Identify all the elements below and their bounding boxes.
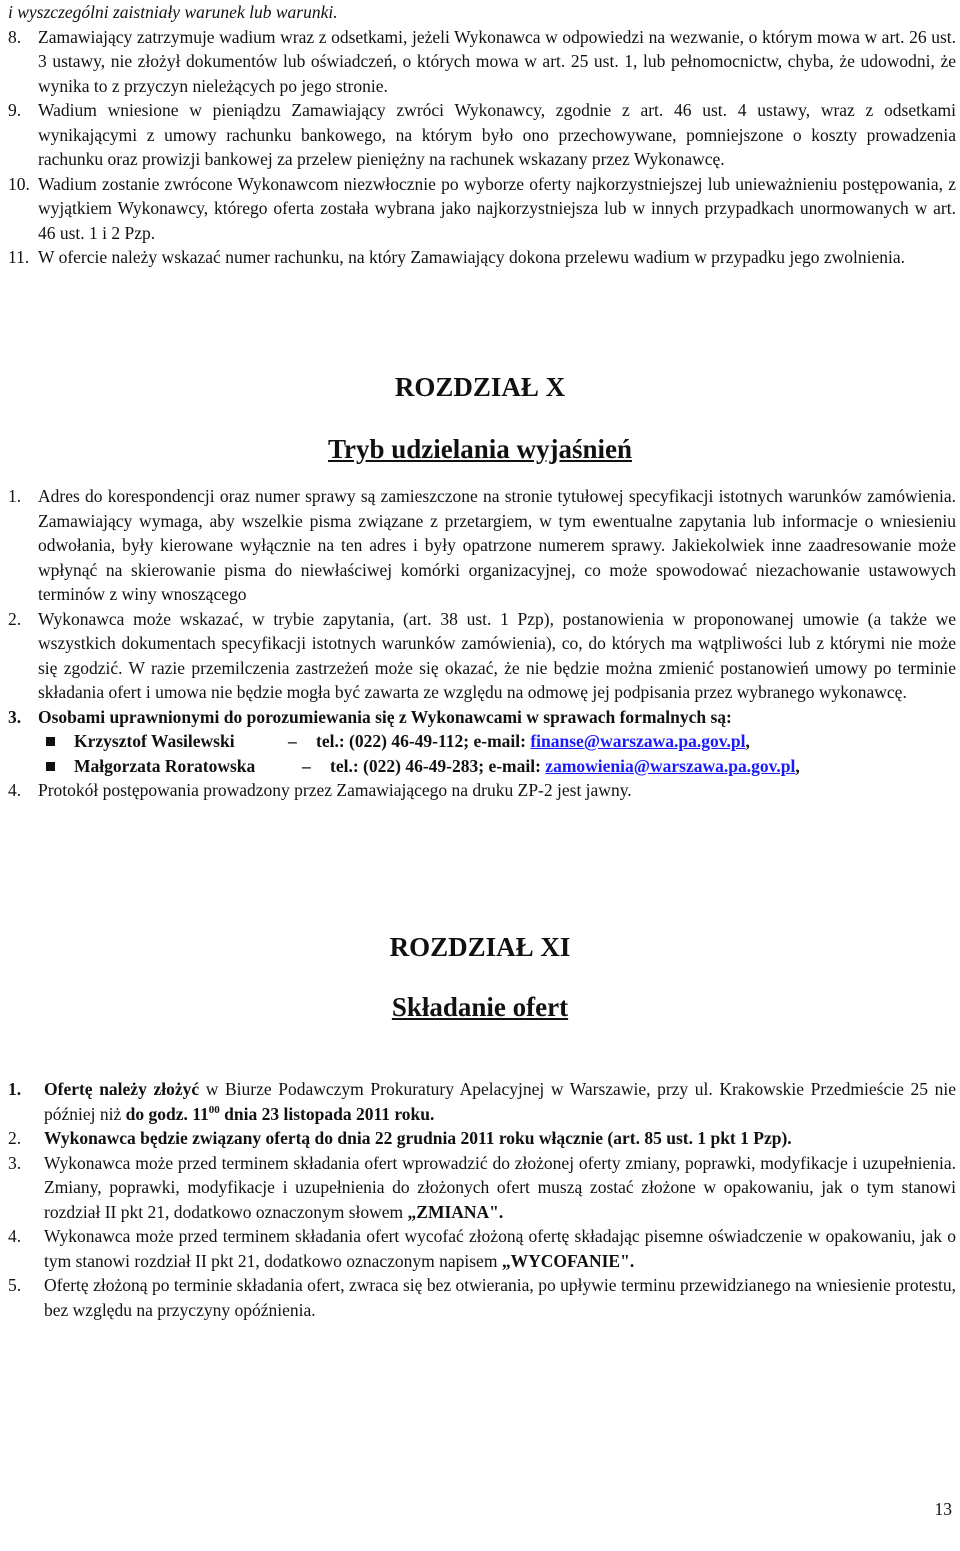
item-number: 3. xyxy=(8,1152,22,1173)
list-item-5 xyxy=(8,1273,956,1322)
contact-tel: tel.: (022) 46-49-283; xyxy=(330,755,485,776)
contact-tail: , xyxy=(795,755,800,776)
list-item-3 xyxy=(8,705,956,730)
list-item-4 xyxy=(8,778,956,803)
chapter-xi-subtitle: Składanie ofert xyxy=(391,992,569,1022)
bullet-square-icon xyxy=(46,762,55,771)
contact-email-label: e-mail: xyxy=(473,731,526,751)
contact-dash: – xyxy=(302,755,311,776)
marker-word: „ZMIANA". xyxy=(407,1201,504,1222)
list-item-2 xyxy=(8,607,956,705)
contact-tail: , xyxy=(745,731,750,751)
list-item-11 xyxy=(8,245,956,270)
list-item-2 xyxy=(8,1126,956,1151)
list-item-3 xyxy=(8,1151,956,1225)
item-text: w Biurze Podawczym Prokuratury Apelacyjnej w Warszawie, przy ul. Krakowskie Przedmieście 25 nie później niż xyxy=(44,1079,956,1124)
list-item-1 xyxy=(8,484,956,607)
item-text: Protokół postępowania prowadzony przez Zamawiającego na druku ZP-2 jest jawny. xyxy=(38,780,632,800)
list-item-1 xyxy=(8,1077,956,1126)
intro-line: i wyszczególni zaistniały warunek lub warunki. xyxy=(8,2,338,22)
list-item-10 xyxy=(8,172,956,246)
item-text: Wadium wniesione w pieniądzu Zamawiający zwróci Wykonawcy, zgodnie z art. 46 ust. 4 ustawy, wraz z odsetkami wynikającymi z umowy rachunku bankowego, na którym było ono przechowywane, pomniejszone o koszty prowadzenia rachunku oraz prowizji bankowej za przelew pieniężny na rachunek wskazany przez Wykonawcę. xyxy=(38,100,956,169)
contact-email-link[interactable]: zamowienia@warszawa.pa.gov.pl xyxy=(545,755,796,776)
contact-row xyxy=(8,754,956,779)
chapter-x-title: ROZDZIAŁ X xyxy=(394,372,566,402)
item-text: Osobami uprawnionymi do porozumiewania się z Wykonawcami w sprawach formalnych są: xyxy=(38,706,732,727)
item-number: 2. xyxy=(8,608,22,629)
item-text: W ofercie należy wskazać numer rachunku, na który Zamawiający dokona przelewu wadium w przypadku jego zwolnienia. xyxy=(38,247,906,267)
item-number: 10. xyxy=(8,173,30,194)
item-number: 5. xyxy=(8,1275,22,1295)
item-number: 2. xyxy=(8,1128,22,1148)
contact-name: Krzysztof Wasilewski xyxy=(74,731,235,751)
clarification-section xyxy=(8,484,956,803)
item-number: 8. xyxy=(8,26,22,47)
item-number: 4. xyxy=(8,1226,22,1246)
item-number: 3. xyxy=(8,706,22,727)
contact-row xyxy=(8,729,956,754)
contact-email-label: e-mail: xyxy=(488,755,541,776)
contact-dash: – xyxy=(288,731,297,751)
item-bold-text: Ofertę należy złożyć xyxy=(44,1079,200,1099)
item-text: Wykonawca może przed terminem składania ofert wprowadzić do złożonej oferty zmiany, poprawki, modyfikacje i uzupełnienia. Zmiany, poprawki, modyfikacje i uzupełnienia do złożonych ofert muszą zostać złożone w opakowaniu, jak o tym stanowi rozdział II pkt 21, dodatkowo oznaczonym słowem xyxy=(44,1152,956,1222)
item-text: Adres do korespondencji oraz numer sprawy są zamieszczone na stronie tytułowej specyfikacji istotnych warunków zamówienia. Zamawiający wymaga, aby wszelkie pisma związane z przetargiem, w tym ewentualne zapytania lub informacje o wniesieniu odwołania, były kierowane wyłącznie na ten adres i były opatrzone numerem sprawy. Jakiekolwiek inne zaadresowanie może wpłynąć na skierowanie pisma do niewłaściwej komórki organizacyjnej, co może spowodować niezachowanie ustawowych terminów z winy wnoszącego xyxy=(38,486,956,604)
page-number: 13 xyxy=(934,1499,952,1519)
item-number: 11. xyxy=(8,247,30,267)
item-number: 4. xyxy=(8,780,22,800)
wadium-section xyxy=(8,0,956,270)
list-item-4 xyxy=(8,1224,956,1273)
contact-email-link[interactable]: finanse@warszawa.pa.gov.pl xyxy=(530,731,746,751)
contact-tel: tel.: (022) 46-49-112; xyxy=(316,731,470,751)
contact-name: Małgorzata Roratowska xyxy=(74,755,256,776)
deadline-minutes: 00 xyxy=(208,1103,220,1116)
list-item-8 xyxy=(8,25,956,99)
deadline-date: dnia 23 listopada 2011 roku. xyxy=(219,1103,435,1124)
item-text: Wadium zostanie zwrócone Wykonawcom niezwłocznie po wyborze oferty najkorzystniejszej lub unieważnieniu postępowania, z wyjątkiem Wykonawcy, którego oferta została wybrana jako najkorzystniejsza lub w innych przypadkach unormowanych w art. 46 ust. 1 i 2 Pzp. xyxy=(38,173,956,243)
offers-section xyxy=(8,1077,956,1322)
marker-word: „WYCOFANIE". xyxy=(501,1250,635,1271)
item-text: Ofertę złożoną po terminie składania ofert, zwraca się bez otwierania, po upływie terminu przewidzianego na wniesienie protestu, bez względu na przyczyny opóźnienia. xyxy=(44,1275,956,1320)
bullet-square-icon xyxy=(46,737,55,746)
list-item-9 xyxy=(8,98,956,172)
item-text: Wykonawca może przed terminem składania ofert wycofać złożoną ofertę składając pisemne oświadczenie w opakowaniu, jak o tym stanowi rozdział II pkt 21, dodatkowo oznaczonym napisem xyxy=(44,1226,956,1271)
item-text: Wykonawca może wskazać, w trybie zapytania, (art. 38 ust. 1 Pzp), postanowienia w proponowanej umowie (a także we wszystkich dokumentach specyfikacji istotnych warunków zamówienia), co, do których ma wątpliwości lub z którymi nie może się zgodzić. W razie przemilczenia zastrzeżeń może się okazać, że nie będzie można zmienić postanowień umowy po terminie składania ofert i umowa nie będzie mogła być zawarta ze względu na odmowę jej podpisania przez wybranego wykonawcę. xyxy=(38,608,956,702)
chapter-xi-title: ROZDZIAŁ XI xyxy=(389,932,571,962)
item-number: 1. xyxy=(8,1079,22,1099)
item-number: 9. xyxy=(8,100,22,120)
item-text: Zamawiający zatrzymuje wadium wraz z odsetkami, jeżeli Wykonawca w odpowiedzi na wezwanie, o którym mowa w art. 26 ust. 3 ustawy, nie złożył dokumentów lub oświadczeń, o których mowa w art. 25 ust. 1, lub pełnomocnictw, chyba, że udowodni, że wynika to z przyczyn nieleżących po jego stronie. xyxy=(38,26,956,96)
item-text: Wykonawca będzie związany ofertą do dnia 22 grudnia 2011 roku włącznie (art. 85 ust. 1 pkt 1 Pzp). xyxy=(44,1128,792,1148)
deadline-hour: do godz. 11 xyxy=(125,1103,209,1124)
chapter-x-subtitle: Tryb udzielania wyjaśnień xyxy=(327,434,633,464)
item-number: 1. xyxy=(8,486,22,506)
